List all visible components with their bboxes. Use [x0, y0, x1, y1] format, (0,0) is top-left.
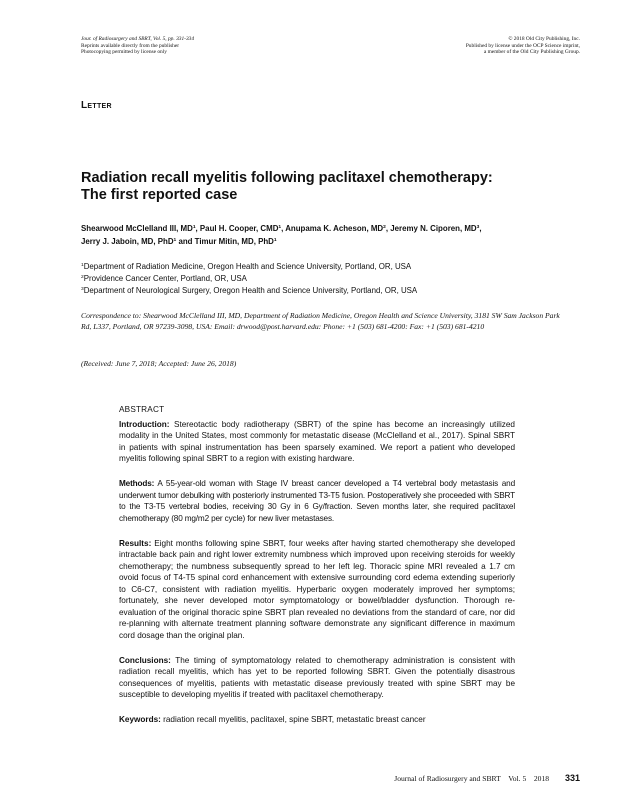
- author-affil-sup: 1: [192, 225, 196, 230]
- abstract-block: [119, 404, 515, 739]
- conclusions-text: The timing of symptomatology related to chemotherapy administration is consistent with radiation recall myelitis, which has yet to be reported following SBRT. Given the potentially disastrous consequences of myelitis, patients with metastatic disease previously treated with spine SBRT may be susceptible to developing myelitis if treated with paclitaxel chemotherapy.: [119, 655, 515, 699]
- reprints-note: Reprints available directly from the publisher: [81, 42, 180, 49]
- affiliation-item: [81, 285, 561, 297]
- author-affil-sup: 1: [273, 238, 277, 243]
- copyright-line: © 2018 Old City Publishing, Inc.: [508, 36, 580, 42]
- results-text: Eight months following spine SBRT, four weeks after having started chemotherapy she developed intractable back pain and right lower extremity numbness which improved upon receiving steroids for weekly chemotherapy; the numbness subsequently spread to her left leg. Thoracic spine MRI revealed a 1.7 cm ovoid focus of T4-T5 spinal cord enhancement with extensive surrounding cord edema extending superiorly to C6-C7, consistent with radiation myelitis. Hyperbaric oxygen moderately improved her symptoms; fortunately, she never developed motor symptomatology or bowel/bladder dysfunction. Thorough re-evaluation of the original thoracic spine SBRT plan revealed no deviations from the standard of care, nor did re-planning with alternate treatment planning software demonstrate any significant difference in maximum cord dosage than the original plan.: [119, 538, 515, 640]
- conclusions-label: Conclusions:: [119, 655, 171, 665]
- running-header-left: [81, 36, 341, 56]
- abstract-conclusions: [119, 655, 515, 701]
- article-type-label: Letter: [81, 100, 112, 111]
- member-line: a member of the Old City Publishing Group.: [483, 49, 580, 56]
- affiliation-text: Department of Neurological Surgery, Oregon Health and Science University, Portland, OR, USA: [83, 285, 418, 295]
- page-number: 331: [564, 773, 580, 783]
- author-affil-sup: 1: [173, 238, 177, 243]
- author-name: Paul H. Cooper, CMD: [199, 224, 279, 233]
- correspondence-note: Correspondence to: Shearwood McClelland III, MD, Department of Radiation Medicine, Oregon Health and Science University, 3181 SW Sam Jackson Park Rd, L337, Portland, OR 97239-3098, USA: Email: drwood@post.harvard.edu: Phone: +1 (503) 681-4200: Fax: +1 (503) 681-4210: [81, 311, 560, 331]
- affiliation-sup: 1: [81, 263, 84, 268]
- keywords-label: Keywords:: [119, 715, 161, 724]
- keywords-text: radiation recall myelitis, paclitaxel, spine SBRT, metastatic breast cancer: [160, 715, 426, 724]
- received-dates: (Received: June 7, 2018; Accepted: June 26, 2018): [81, 359, 237, 368]
- photocopy-note: Photocopying permitted by license only: [81, 49, 167, 56]
- author-name: Anupama K. Acheson, MD: [285, 224, 384, 233]
- abstract-results: [119, 538, 515, 642]
- running-header-right: [340, 36, 580, 56]
- license-line: Published by license under the OCP Science imprint,: [465, 42, 580, 49]
- affiliation-sup: 2: [81, 274, 84, 280]
- author-name: Jeremy N. Ciporen, MD: [390, 224, 477, 233]
- title-line-2: The first reported case: [81, 186, 238, 203]
- title-line-1: Radiation recall myelitis following paclitaxel chemotherapy:: [81, 170, 493, 186]
- author-name: Timur Mitin, MD, PhD: [194, 237, 274, 246]
- affiliation-text: Department of Radiation Medicine, Oregon Health and Science University, Portland, OR, USA: [83, 262, 412, 271]
- affiliation-text: Providence Cancer Center, Portland, OR, USA: [83, 273, 247, 283]
- affiliation-sup: 3: [81, 286, 84, 292]
- author-affil-sup: 2: [383, 225, 386, 230]
- footer-journal: Journal of Radiosurgery and SBRT: [394, 774, 501, 783]
- author-name: Jerry J. Jaboin, MD, PhD: [81, 237, 174, 246]
- journal-citation: Jour. of Radiosurgery and SBRT, Vol. 5, pp. 331-334: [81, 36, 195, 42]
- article-title: [81, 170, 551, 203]
- page-footer: [394, 773, 580, 783]
- abstract-heading: ABSTRACT: [119, 405, 165, 414]
- footer-volume: Vol. 5: [508, 774, 527, 783]
- abstract-methods: [119, 478, 515, 524]
- introduction-label: Introduction:: [119, 419, 170, 429]
- affiliation-item: [81, 261, 561, 273]
- introduction-text: Stereotactic body radiotherapy (SBRT) of the spine has become an increasingly utilized modality in the United States, most commonly for metastatic disease (McClelland et al., 2017). Spinal SBRT in patients with spinal instrumentation has been sparsely examined. We report a patient who developed myelitis following spinal SBRT to a region with existing hardware.: [119, 419, 515, 463]
- affiliation-item: [81, 273, 561, 285]
- results-label: Results:: [119, 538, 152, 548]
- author-affil-sup: 1: [278, 225, 282, 230]
- footer-year: 2018: [533, 774, 550, 783]
- author-list: Shearwood McClelland III, $MD^1$, Paul H. Cooper, CMD$^1$, Anupama K. Acheson, $MD^2$, Jeremy N. Ciporen, $MD^3$, Jerry J. Jaboin, MD, PhD$^1$ and Timur Mitin, MD, PhD$^1$: [81, 224, 482, 246]
- affiliation-list: [81, 261, 561, 296]
- author-name: Shearwood McClelland III, MD: [81, 224, 193, 233]
- methods-label: Methods:: [119, 479, 155, 488]
- author-affil-sup: 3: [476, 225, 480, 230]
- abstract-keywords: [119, 714, 515, 726]
- methods-text: A 55-year-old woman with Stage IV breast cancer developed a T4 vertebral body metastasis and underwent tumor debulking with posteriorly instrumented T3-T5 fusion. Postoperatively she proceeded with SBRT to the T3-T5 vertebral bodies, receiving 30 Gy in 6 Gy/fraction. Seven months later, she required paclitaxel chemotherapy (80 mg/m2 per cycle) for new liver metastases.: [119, 479, 515, 523]
- abstract-introduction: [119, 419, 515, 465]
